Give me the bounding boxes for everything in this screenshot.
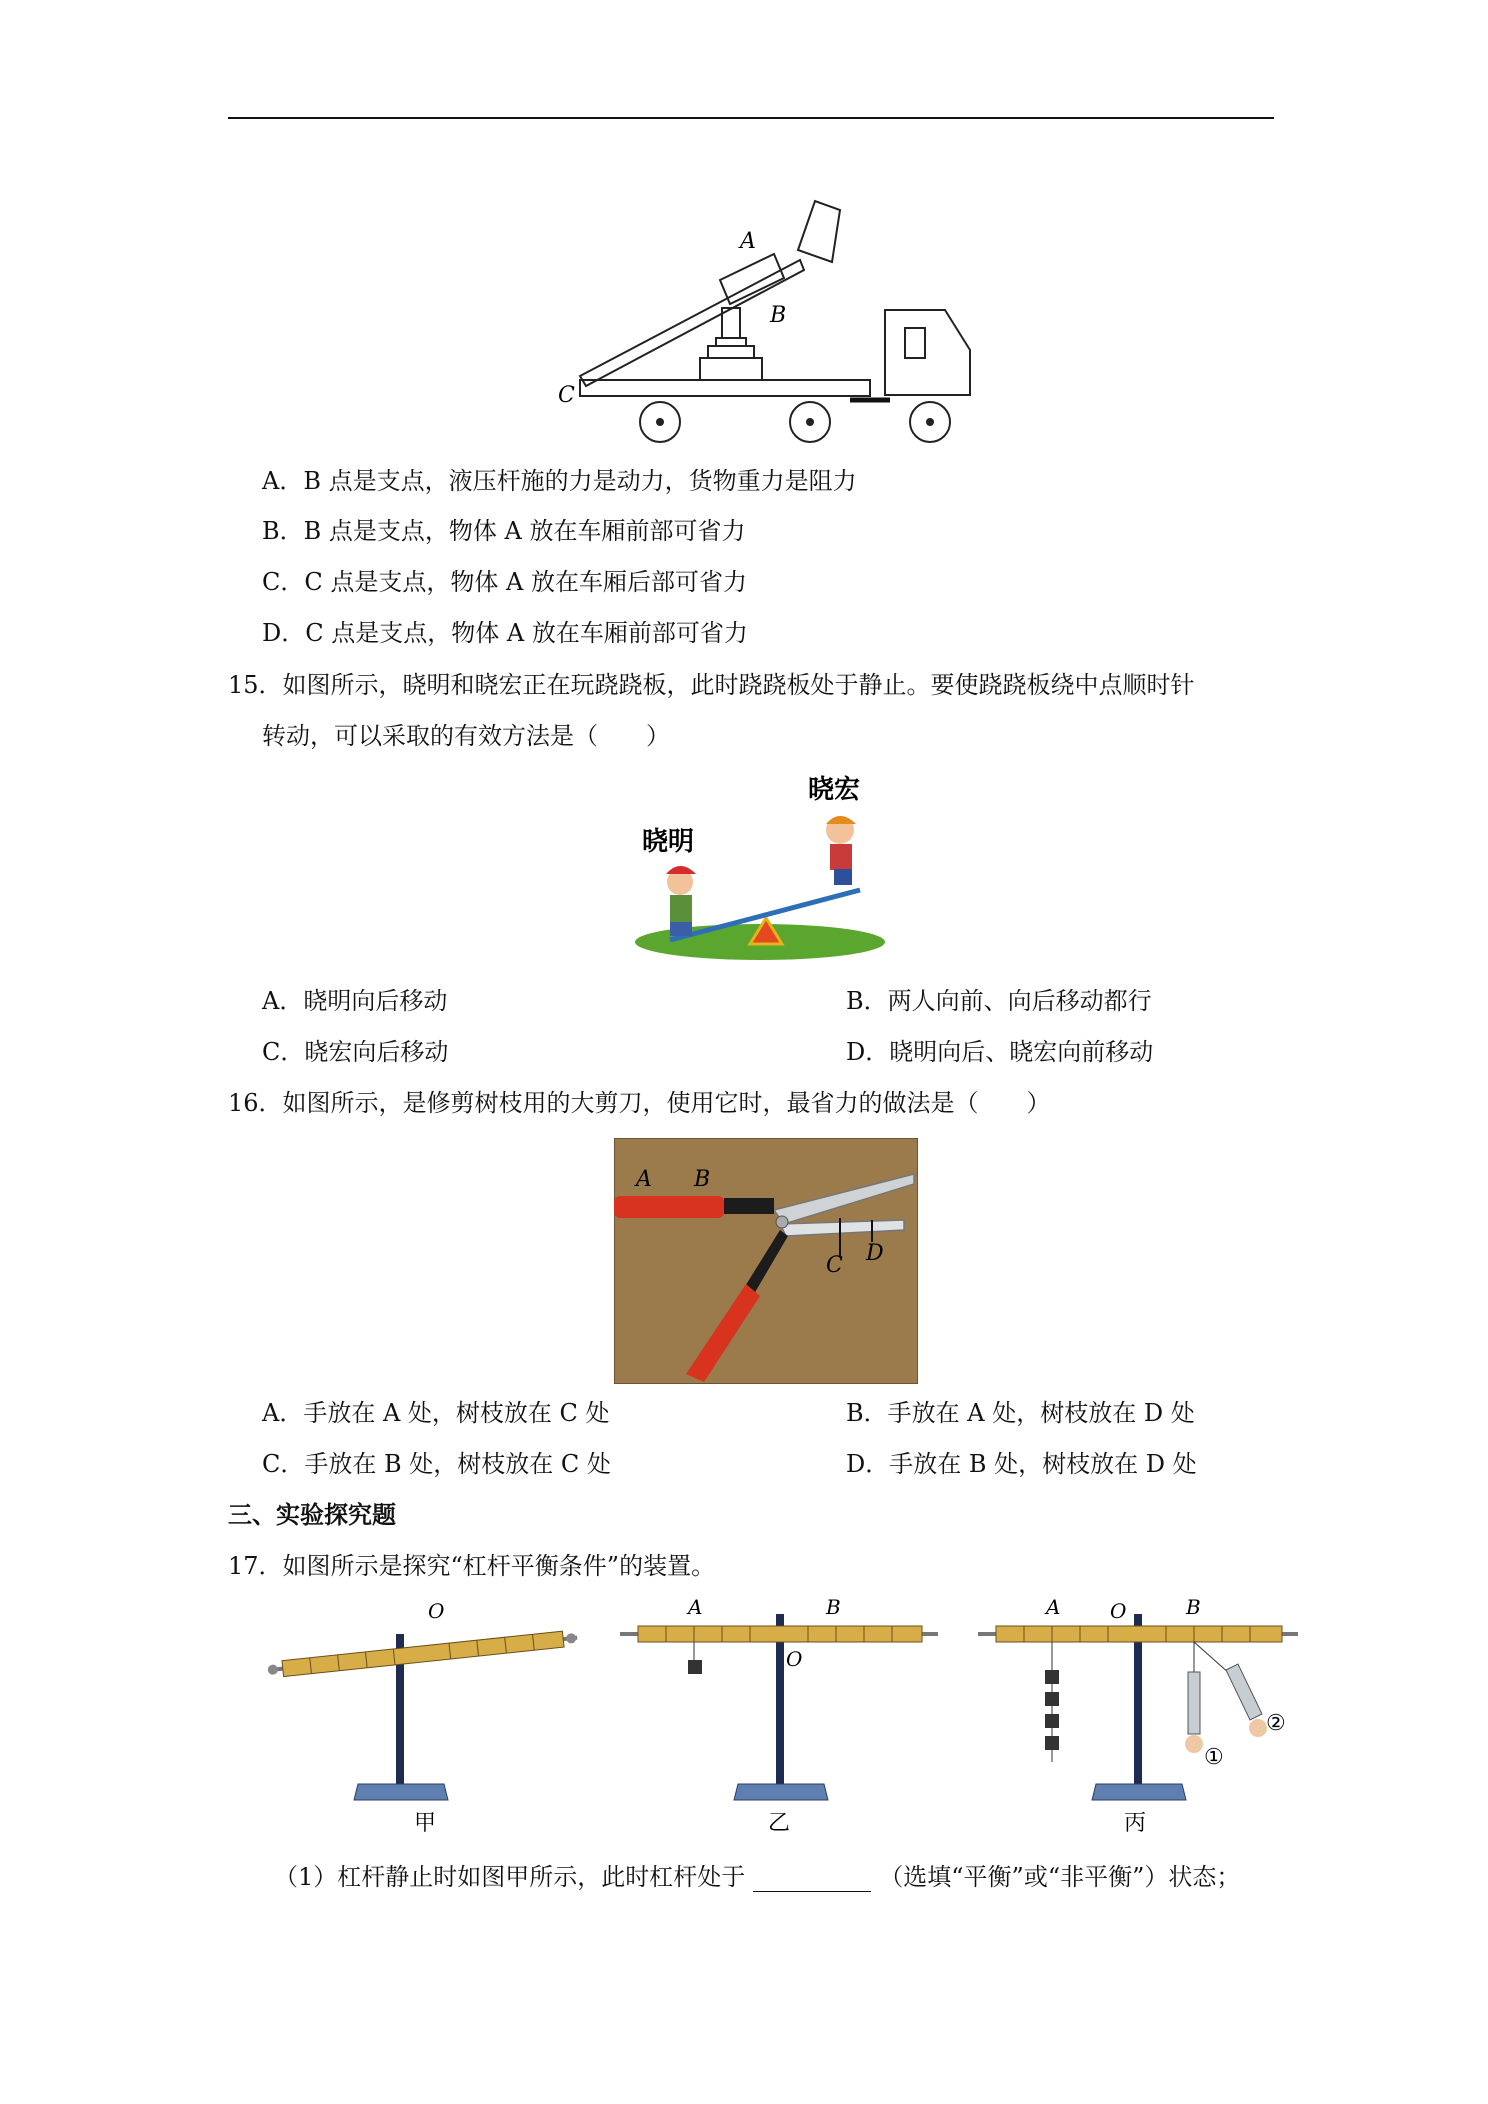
svg-text:O: O bbox=[1110, 1599, 1127, 1623]
truck-chassis bbox=[580, 380, 870, 396]
svg-text:B: B bbox=[826, 1595, 841, 1619]
lever-bing bbox=[978, 1595, 1298, 1836]
q17-stem: 17．如图所示是探究“杠杆平衡条件”的装置。 bbox=[228, 1552, 716, 1580]
answer-blank[interactable] bbox=[753, 1869, 871, 1892]
rod-base-1 bbox=[716, 338, 746, 346]
handle-upper-shaft bbox=[724, 1198, 774, 1214]
label-b: B bbox=[770, 303, 787, 328]
label-c: C bbox=[558, 383, 575, 408]
label-a: A bbox=[636, 1167, 652, 1192]
q16-option-b: B．手放在 A 处，树枝放在 D 处 bbox=[846, 1399, 1195, 1427]
xiaoming-body bbox=[670, 895, 692, 923]
rod-base-3 bbox=[700, 358, 762, 380]
q16-option-a: A．手放在 A 处，树枝放在 C 处 bbox=[262, 1399, 610, 1427]
spring-scale-1 bbox=[1188, 1672, 1200, 1734]
label-bing: 丙 bbox=[1124, 1811, 1147, 1836]
q14-option-a: A．B 点是支点，液压杆施的力是动力，货物重力是阻力 bbox=[262, 467, 857, 495]
xiaoming-cap bbox=[666, 866, 696, 874]
label-yi: 乙 bbox=[768, 1811, 791, 1836]
truck-window bbox=[905, 328, 925, 358]
lever-jia bbox=[267, 1599, 578, 1836]
label-xiaohong: 晓宏 bbox=[808, 775, 861, 805]
section-title: 三、实验探究题 bbox=[228, 1500, 396, 1529]
svg-text:B: B bbox=[1186, 1595, 1201, 1619]
handle-upper-grip bbox=[614, 1196, 724, 1218]
rod-base-2 bbox=[708, 346, 754, 358]
q14-option-c: C．C 点是支点，物体 A 放在车厢后部可省力 bbox=[262, 568, 747, 596]
q14-option-d: D．C 点是支点，物体 A 放在车厢前部可省力 bbox=[262, 619, 748, 647]
label-c: C bbox=[826, 1253, 843, 1278]
label-one: ① bbox=[1204, 1745, 1224, 1770]
svg-text:O: O bbox=[786, 1647, 803, 1671]
q17-sub1-prefix: （1）杠杆静止时如图甲所示，此时杠杆处于 bbox=[274, 1863, 746, 1891]
label-a: A bbox=[740, 229, 756, 254]
xiaohong-body bbox=[830, 844, 852, 870]
label-o-jia: O bbox=[428, 1599, 445, 1623]
label-two: ② bbox=[1266, 1711, 1286, 1736]
label-xiaoming: 晓明 bbox=[642, 827, 695, 857]
q16-option-c: C．手放在 B 处，树枝放在 C 处 bbox=[262, 1450, 611, 1478]
q15-option-a: A．晓明向后移动 bbox=[262, 987, 448, 1015]
tailgate bbox=[798, 201, 840, 262]
q17-sub1 bbox=[274, 1862, 1240, 1892]
q16-option-d: D．手放在 B 处，树枝放在 D 处 bbox=[846, 1450, 1197, 1478]
label-d: D bbox=[866, 1241, 884, 1266]
lever-yi bbox=[620, 1595, 938, 1836]
svg-text:A: A bbox=[688, 1595, 703, 1619]
q14-option-b: B．B 点是支点，物体 A 放在车厢前部可省力 bbox=[262, 517, 746, 545]
q17-sub1-suffix: （选填“平衡”或“非平衡”）状态； bbox=[879, 1863, 1241, 1891]
q16-shears-figure bbox=[614, 1138, 918, 1384]
q14-truck-figure bbox=[540, 190, 980, 450]
spring-scale-2 bbox=[1226, 1664, 1262, 1720]
header-rule bbox=[228, 117, 1274, 119]
truck-cab bbox=[885, 310, 970, 395]
svg-text:A: A bbox=[1046, 1595, 1061, 1619]
label-jia: 甲 bbox=[414, 1811, 437, 1836]
shears-pivot bbox=[776, 1216, 788, 1228]
q15-stem-line1: 15．如图所示，晓明和晓宏正在玩跷跷板，此时跷跷板处于静止。要使跷跷板绕中点顺时针 bbox=[228, 671, 1195, 699]
q16-stem: 16．如图所示，是修剪树枝用的大剪刀，使用它时，最省力的做法是（ ） bbox=[228, 1089, 1051, 1117]
q15-option-d: D．晓明向后、晓宏向前移动 bbox=[846, 1038, 1154, 1066]
q15-option-c: C．晓宏向后移动 bbox=[262, 1038, 449, 1066]
q17-lever-figures bbox=[258, 1594, 1308, 1844]
q15-seesaw-figure bbox=[630, 770, 900, 970]
label-b: B bbox=[694, 1167, 711, 1192]
q15-stem-line2: 转动，可以采取的有效方法是（ ） bbox=[262, 722, 670, 750]
q15-option-b: B．两人向前、向后移动都行 bbox=[846, 987, 1152, 1015]
